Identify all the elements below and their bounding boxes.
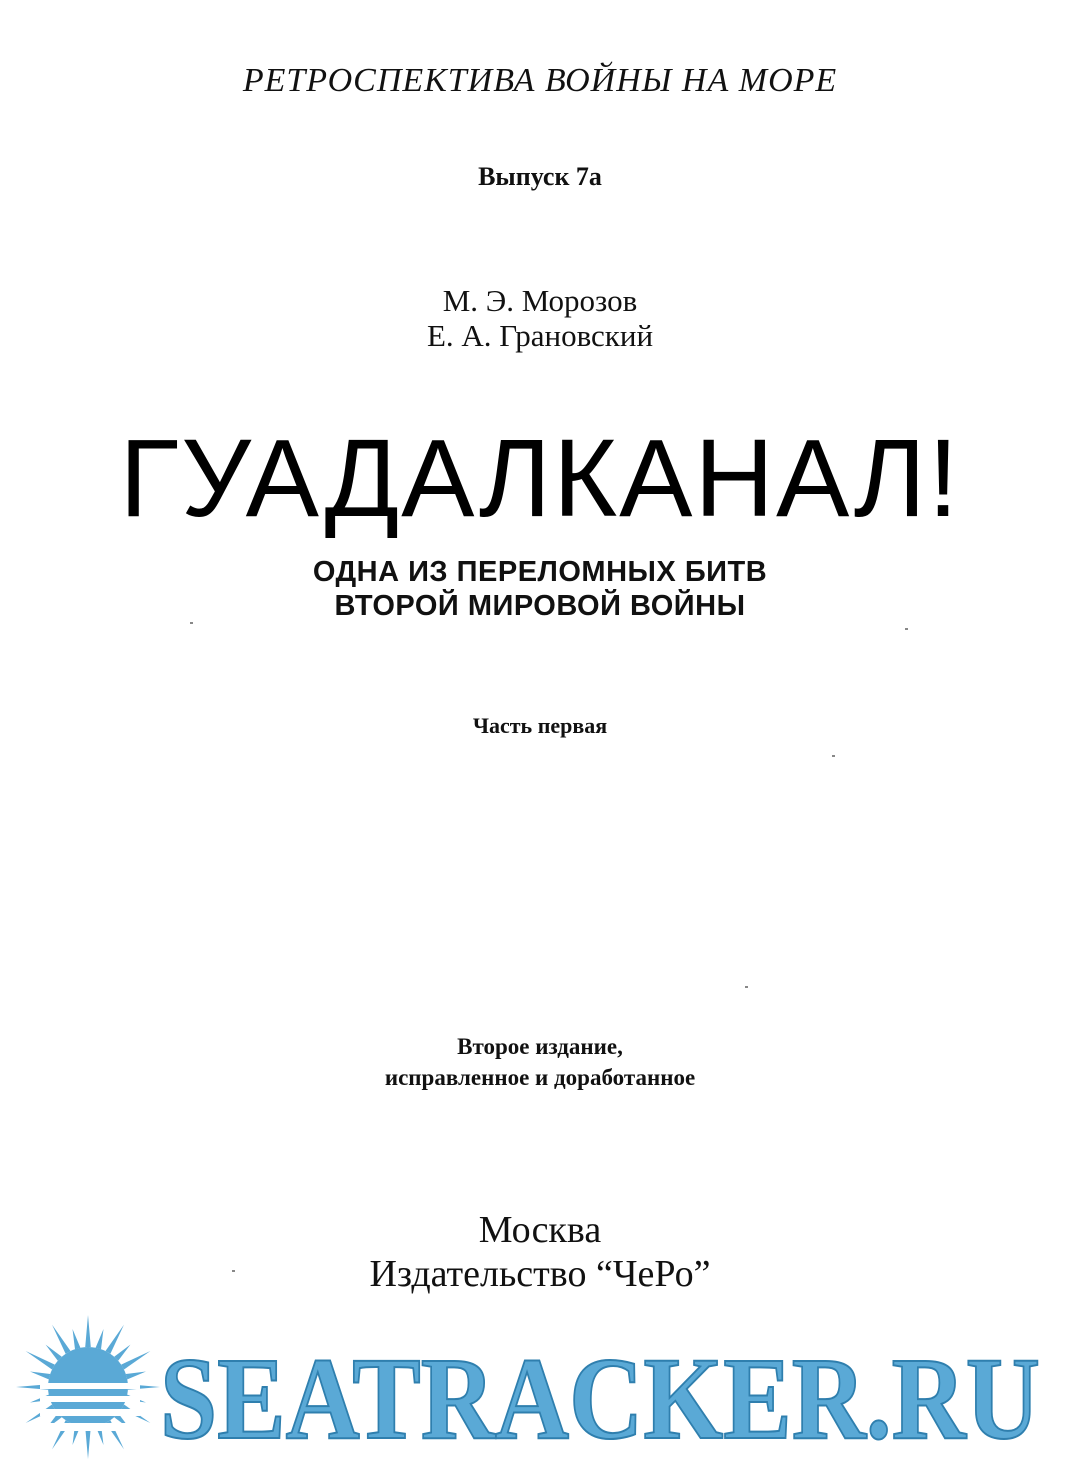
subtitle-line-2: ВТОРОЙ МИРОВОЙ ВОЙНЫ: [334, 590, 746, 622]
author-2: Е. А. Грановский: [426, 318, 654, 353]
sun-ray: [85, 1427, 91, 1459]
publisher-city: Москва: [478, 1209, 602, 1251]
subtitle-line-1: ОДНА ИЗ ПЕРЕЛОМНЫХ БИТВ: [312, 556, 768, 588]
sun-ray: [106, 1325, 125, 1354]
author-1: М. Э. Морозов: [442, 283, 638, 318]
publisher-name: Издательство “ЧеРо”: [369, 1253, 711, 1295]
part-label: Часть первая: [472, 713, 608, 738]
sun-ray: [26, 1351, 55, 1370]
sun-ray: [52, 1325, 71, 1354]
scan-speck: [745, 986, 748, 988]
series-title: РЕТРОСПЕКТИВА ВОЙНЫ НА МОРЕ: [242, 62, 838, 99]
issue-number: Выпуск 7а: [478, 162, 602, 191]
watermark-svg: [0, 1310, 1080, 1479]
edition-line-2: исправленное и доработанное: [384, 1065, 696, 1090]
sun-ray: [121, 1351, 150, 1370]
sun-icon: [16, 1315, 160, 1459]
sun-ray: [30, 1372, 50, 1380]
sun-ray: [114, 1345, 130, 1361]
sun-ray: [85, 1315, 91, 1347]
sun-ray: [126, 1372, 146, 1380]
sun-ray: [96, 1329, 104, 1349]
watermark-logo: [0, 1310, 1080, 1479]
scan-speck: [190, 622, 193, 624]
watermark-text: SEATRACKER.RU: [160, 1333, 1040, 1464]
book-title: ГУАДАЛКАНАЛ!: [119, 417, 961, 540]
scan-speck: [232, 1270, 235, 1272]
edition-line-1: Второе издание,: [457, 1034, 623, 1059]
scan-speck: [832, 755, 835, 757]
sun-ray: [46, 1345, 62, 1361]
scan-speck: [905, 628, 908, 630]
sun-ray: [73, 1329, 81, 1349]
